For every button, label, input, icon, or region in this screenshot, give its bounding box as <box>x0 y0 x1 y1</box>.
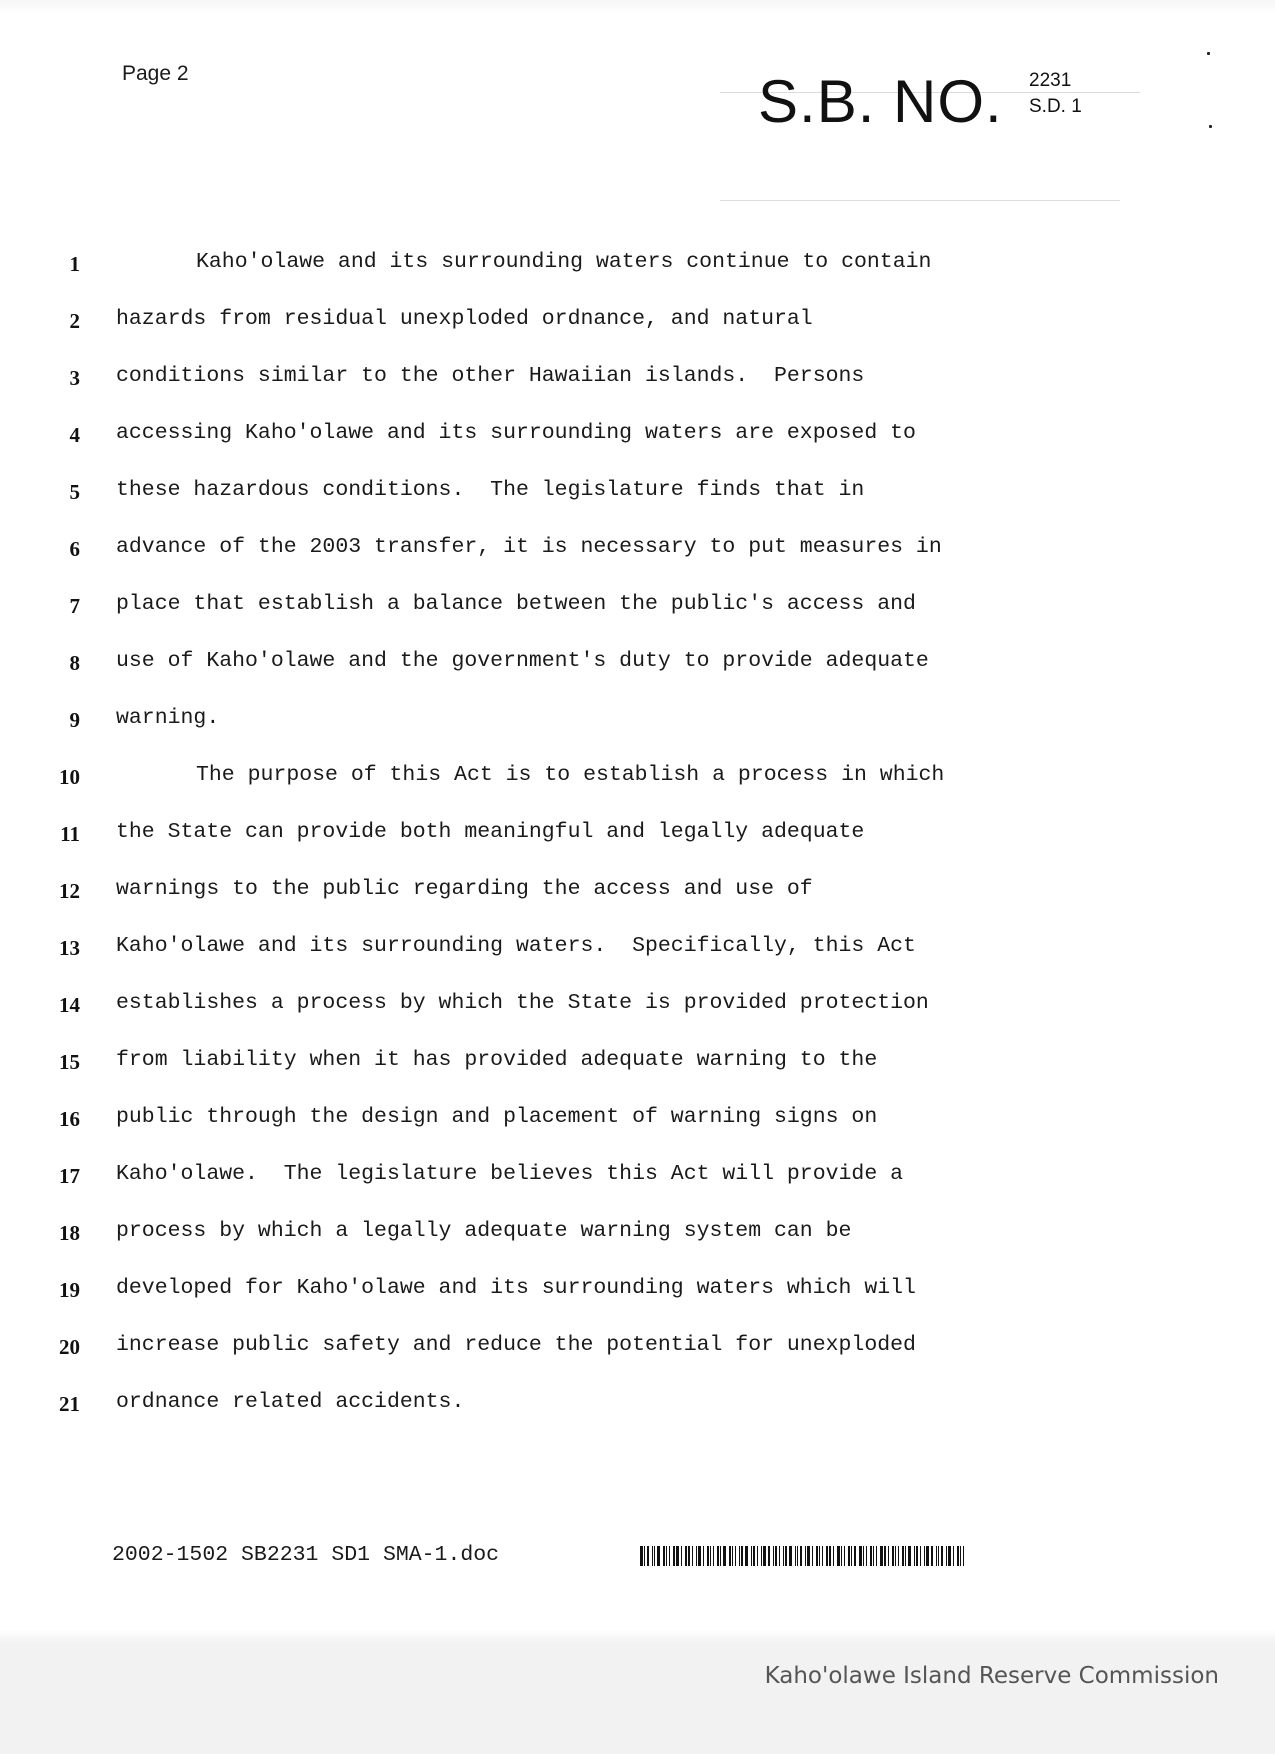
bill-line <box>0 763 1275 820</box>
bill-number: 2231 <box>1029 70 1072 91</box>
line-text: the State can provide both meaningful and legally adequate <box>116 820 865 844</box>
bill-line <box>0 1390 1275 1447</box>
line-text: developed for Kaho'olawe and its surrounding waters which will <box>116 1276 916 1300</box>
line-number: 7 <box>69 594 80 618</box>
bill-draft: S.D. 1 <box>1029 96 1082 117</box>
line-number: 11 <box>60 822 80 846</box>
line-text: Kaho'olawe. The legislature believes this Act will provide a <box>116 1162 904 1186</box>
line-text: advance of the 2003 transfer, it is necessary to put measures in <box>116 535 942 559</box>
line-text: place that establish a balance between the public's access and <box>116 592 916 616</box>
bill-title: S.B. NO. <box>758 68 1003 135</box>
line-text: use of Kaho'olawe and the government's duty to provide adequate <box>116 649 929 673</box>
line-text: The purpose of this Act is to establish a process in which <box>196 763 945 787</box>
line-text: hazards from residual unexploded ordnance, and natural <box>116 307 813 331</box>
bill-line <box>0 307 1275 364</box>
line-text: Kaho'olawe and its surrounding waters. Specifically, this Act <box>116 934 916 958</box>
page-label: Page 2 <box>122 62 189 85</box>
bill-line <box>0 364 1275 421</box>
line-number: 21 <box>59 1392 80 1416</box>
bill-line <box>0 706 1275 763</box>
scan-edge <box>0 0 1275 14</box>
line-number: 14 <box>59 993 80 1017</box>
line-number: 16 <box>59 1107 80 1131</box>
line-number: 2 <box>69 309 80 333</box>
line-number: 20 <box>59 1335 80 1359</box>
bleed-through-rule <box>720 200 1120 201</box>
bill-line <box>0 1105 1275 1162</box>
line-text: process by which a legally adequate warning system can be <box>116 1219 852 1243</box>
line-number: 4 <box>69 423 80 447</box>
line-text: conditions similar to the other Hawaiian islands. Persons <box>116 364 865 388</box>
bill-line <box>0 1048 1275 1105</box>
bill-line <box>0 535 1275 592</box>
bill-line <box>0 1219 1275 1276</box>
line-text: ordnance related accidents. <box>116 1390 465 1414</box>
line-text: public through the design and placement of warning signs on <box>116 1105 878 1129</box>
line-number: 5 <box>69 480 80 504</box>
bill-line <box>0 1162 1275 1219</box>
line-number: 9 <box>69 708 80 732</box>
bill-line <box>0 934 1275 991</box>
bill-line <box>0 820 1275 877</box>
bill-line <box>0 1333 1275 1390</box>
bill-line <box>0 649 1275 706</box>
scan-speck <box>1209 125 1212 128</box>
watermark: Kaho'olawe Island Reserve Commission <box>764 1663 1219 1689</box>
bill-text-body <box>0 250 1275 1447</box>
bill-line <box>0 421 1275 478</box>
line-text: these hazardous conditions. The legislature finds that in <box>116 478 865 502</box>
line-text: warnings to the public regarding the access and use of <box>116 877 813 901</box>
scan-shadow <box>0 1630 1275 1754</box>
bill-line <box>0 478 1275 535</box>
line-number: 18 <box>59 1221 80 1245</box>
line-number: 6 <box>69 537 80 561</box>
document-id: 2002-1502 SB2231 SD1 SMA-1.doc <box>112 1543 500 1567</box>
line-text: accessing Kaho'olawe and its surrounding waters are exposed to <box>116 421 916 445</box>
line-text: from liability when it has provided adequate warning to the <box>116 1048 878 1072</box>
bill-line <box>0 250 1275 307</box>
line-number: 17 <box>59 1164 80 1188</box>
bill-line <box>0 877 1275 934</box>
line-number: 12 <box>59 879 80 903</box>
bill-line <box>0 991 1275 1048</box>
line-number: 13 <box>59 936 80 960</box>
bill-line <box>0 592 1275 649</box>
line-number: 1 <box>69 252 80 276</box>
line-text: establishes a process by which the State is provided protection <box>116 991 929 1015</box>
line-text: warning. <box>116 706 220 730</box>
scan-speck <box>1207 52 1210 55</box>
line-number: 10 <box>59 765 80 789</box>
line-text: Kaho'olawe and its surrounding waters continue to contain <box>196 250 932 274</box>
bill-line <box>0 1276 1275 1333</box>
line-number: 15 <box>59 1050 80 1074</box>
line-number: 19 <box>59 1278 80 1302</box>
barcode <box>640 1546 1120 1566</box>
line-number: 8 <box>69 651 80 675</box>
line-number: 3 <box>69 366 80 390</box>
line-text: increase public safety and reduce the potential for unexploded <box>116 1333 916 1357</box>
